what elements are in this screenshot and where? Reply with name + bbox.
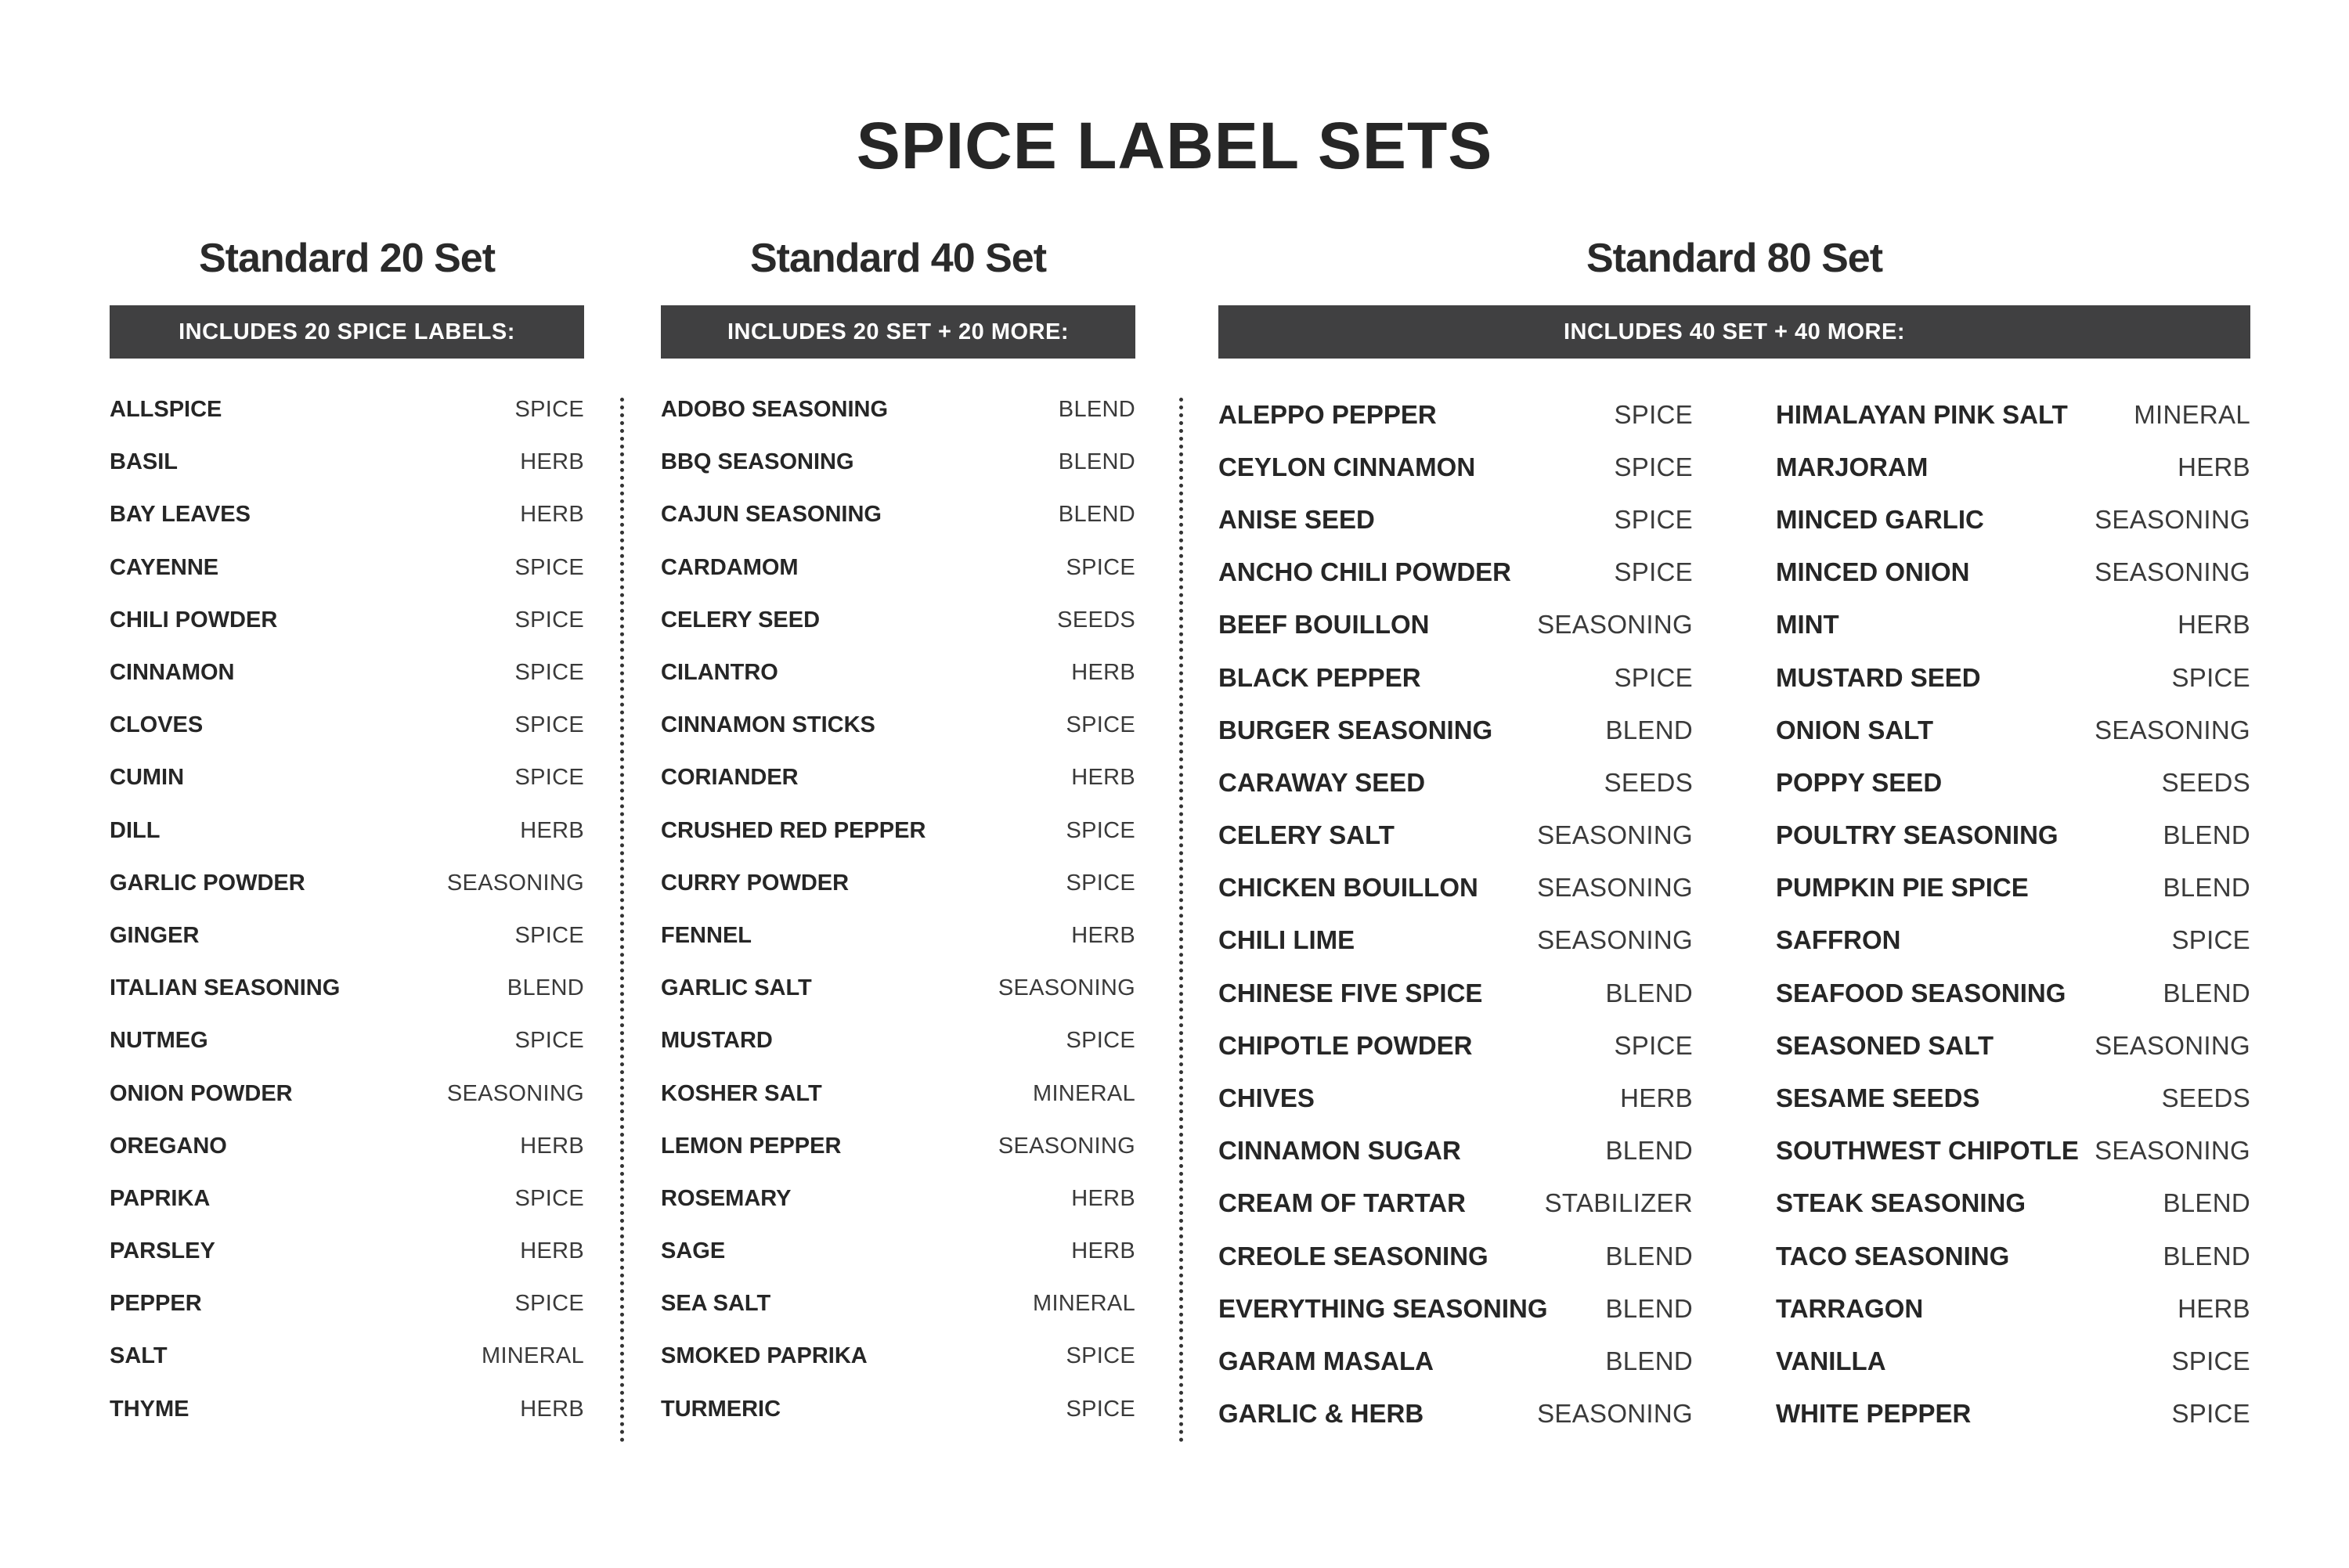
spice-name: MINCED ONION [1776,557,1970,587]
spice-row [1776,1177,2250,1230]
spice-name: BBQ SEASONING [661,449,854,475]
spice-row [661,488,1135,541]
set-20-title: Standard 20 Set [198,236,496,281]
spice-category: SEASONING [2095,1136,2250,1166]
spice-name: BLACK PEPPER [1218,662,1421,692]
spice-row [1776,546,2250,599]
spice-name: MINT [1776,610,1839,640]
spice-name: CELERY SEED [661,607,821,633]
spice-category: SPICE [514,765,584,791]
spice-category: MINERAL [481,1343,584,1369]
spice-name: ALLSPICE [110,397,222,423]
set-80-list-right [1776,388,2250,1440]
spice-category: HERB [520,502,584,528]
spice-name: SEASONED SALT [1776,1030,1994,1060]
spice-category: SPICE [1614,399,1693,429]
spice-category: SPICE [1066,712,1135,738]
spice-name: SAGE [661,1238,726,1264]
spice-name: ONION SALT [1776,715,1934,744]
spice-name: NUTMEG [110,1028,208,1054]
spice-name: CINNAMON STICKS [661,712,875,738]
spice-row [1218,1072,1693,1124]
spice-name: MINCED GARLIC [1776,504,1984,534]
spice-row [1218,599,1693,651]
spice-row [1776,1125,2250,1177]
set-40-banner: INCLUDES 20 SET + 20 MORE: [661,305,1135,359]
spice-row [1218,1282,1693,1335]
spice-row [1218,1388,1693,1440]
spice-name: CINNAMON SUGAR [1218,1136,1461,1166]
spice-category: BLEND [2163,873,2250,903]
spice-row [661,805,1135,857]
spice-name: CILANTRO [661,660,778,686]
spice-category: HERB [1071,660,1135,686]
spice-name: PARSLEY [110,1238,215,1264]
spice-name: GARLIC & HERB [1218,1399,1424,1429]
spice-name: CHINESE FIVE SPICE [1218,978,1483,1007]
dotted-divider [1179,398,1183,1443]
spice-name: ANISE SEED [1218,504,1375,534]
spice-category: SPICE [1614,557,1693,587]
spice-row [661,910,1135,962]
spice-row [661,1225,1135,1278]
spice-name: CELERY SALT [1218,820,1395,850]
spice-row [1218,1177,1693,1230]
spice-row [110,1330,584,1382]
spice-row [661,1173,1135,1225]
spice-name: SAFFRON [1776,925,1901,955]
spice-row [110,962,584,1015]
spice-row [110,384,584,436]
spice-category: MINERAL [1032,1080,1135,1106]
spice-category: SEASONING [998,975,1135,1001]
spice-category: SEASONING [1537,820,1693,850]
spice-row [661,962,1135,1015]
spice-category: BLEND [2163,820,2250,850]
spice-category: BLEND [2163,978,2250,1007]
spice-category: HERB [1071,1185,1135,1211]
spice-name: STEAK SEASONING [1776,1188,2026,1218]
spice-name: DILL [110,817,161,843]
spice-category: BLEND [1605,1346,1693,1375]
spice-row [1776,967,2250,1019]
spice-row [1776,1019,2250,1072]
spice-category: BLEND [507,975,584,1001]
spice-category: BLEND [1605,1293,1693,1323]
spice-category: HERB [520,1133,584,1159]
spice-row [1776,1282,2250,1335]
spice-row [1776,651,2250,704]
set-80-list-left [1218,388,1693,1440]
spice-category: SPICE [1066,554,1135,580]
spice-row [110,542,584,594]
spice-row [110,1278,584,1330]
set-20-banner: INCLUDES 20 SPICE LABELS: [110,305,584,359]
spice-name: POPPY SEED [1776,767,1943,797]
spice-row [661,1330,1135,1382]
spice-row [1218,862,1693,914]
spice-category: SEASONING [2095,557,2250,587]
spice-category: SPICE [1066,870,1135,896]
spice-name: CARDAMOM [661,554,799,580]
spice-category: SEASONING [1537,610,1693,640]
spice-name: CHILI LIME [1218,925,1355,955]
spice-category: SPICE [1066,1396,1135,1422]
spice-row [1776,862,2250,914]
spice-name: CHICKEN BOUILLON [1218,873,1478,903]
spice-category: SPICE [514,712,584,738]
spice-row [110,699,584,752]
spice-category: SEASONING [2095,1030,2250,1060]
set-20-list [110,384,584,1436]
spice-name: CURRY POWDER [661,870,850,896]
spice-row [110,436,584,488]
spice-row [110,805,584,857]
spice-row [110,594,584,647]
spice-row [110,1120,584,1173]
spice-row [661,384,1135,436]
spice-category: HERB [520,449,584,475]
spice-name: WHITE PEPPER [1776,1399,1972,1429]
spice-category: BLEND [1605,1241,1693,1271]
spice-category: SPICE [2171,1346,2250,1375]
spice-row [1218,967,1693,1019]
spice-name: BAY LEAVES [110,502,251,528]
spice-name: PEPPER [110,1291,202,1317]
spice-category: STABILIZER [1544,1188,1693,1218]
spice-category: SPICE [1614,452,1693,481]
spice-name: CARAWAY SEED [1218,767,1426,797]
spice-name: MARJORAM [1776,452,1929,481]
spice-category: HERB [1620,1083,1693,1113]
spice-name: CAYENNE [110,554,219,580]
spice-category: SPICE [514,554,584,580]
spice-row [1776,1072,2250,1124]
spice-name: CHILI POWDER [110,607,278,633]
spice-name: KOSHER SALT [661,1080,822,1106]
spice-name: SOUTHWEST CHIPOTLE [1776,1136,2079,1166]
spice-category: SEASONING [446,870,584,896]
set-80-title: Standard 80 Set [1586,236,1883,281]
spice-row [1776,1335,2250,1387]
set-40-list [661,384,1135,1436]
spice-row [1776,388,2250,441]
spice-row [1776,914,2250,967]
spice-category: SPICE [1066,1343,1135,1369]
spice-row [110,1173,584,1225]
spice-row [110,647,584,699]
spice-category: BLEND [2163,1188,2250,1218]
spice-category: BLEND [1058,397,1135,423]
spice-category: HERB [520,817,584,843]
spice-category: HERB [2178,1293,2250,1323]
spice-row [110,1383,584,1436]
spice-name: MUSTARD SEED [1776,662,1981,692]
spice-name: CLOVES [110,712,204,738]
spice-name: ALEPPO PEPPER [1218,399,1437,429]
spice-category: SEEDS [2161,767,2250,797]
set-80-banner: INCLUDES 40 SET + 40 MORE: [1218,305,2250,359]
dotted-divider [620,398,624,1443]
spice-category: SEEDS [2161,1083,2250,1113]
spice-name: GARAM MASALA [1218,1346,1434,1375]
spice-name: CINNAMON [110,660,235,686]
spice-row [110,488,584,541]
spice-name: CRUSHED RED PEPPER [661,817,926,843]
spice-row [110,1225,584,1278]
spice-name: BURGER SEASONING [1218,715,1493,744]
spice-row [1218,1335,1693,1387]
spice-category: SEASONING [2095,715,2250,744]
spice-row [1776,599,2250,651]
spice-name: CHIVES [1218,1083,1315,1113]
spice-category: SPICE [1614,662,1693,692]
spice-name: GINGER [110,922,200,948]
spice-row [1776,756,2250,809]
spice-name: CHIPOTLE POWDER [1218,1030,1473,1060]
spice-name: GARLIC POWDER [110,870,305,896]
spice-row [1218,1125,1693,1177]
spice-name: BEEF BOUILLON [1218,610,1430,640]
spice-name: GARLIC SALT [661,975,812,1001]
spice-row [661,1067,1135,1119]
spice-category: SPICE [514,660,584,686]
spice-category: SEASONING [1537,925,1693,955]
spice-row [1218,651,1693,704]
spice-name: CAJUN SEASONING [661,502,882,528]
spice-row [1776,493,2250,546]
spice-row [1218,546,1693,599]
spice-category: SPICE [514,607,584,633]
spice-category: BLEND [2163,1241,2250,1271]
spice-category: SPICE [514,397,584,423]
spice-name: CEYLON CINNAMON [1218,452,1476,481]
spice-category: HERB [520,1238,584,1264]
spice-name: ROSEMARY [661,1185,792,1211]
spice-category: SPICE [2171,1399,2250,1429]
spice-row [661,1120,1135,1173]
spice-row [1218,388,1693,441]
spice-row [661,542,1135,594]
page-title: SPICE LABEL SETS [856,109,1493,182]
spice-row [661,857,1135,910]
spice-name: VANILLA [1776,1346,1886,1375]
spice-row [661,1015,1135,1067]
spice-name: TURMERIC [661,1396,781,1422]
spice-row [661,699,1135,752]
spice-row [1776,809,2250,862]
spice-row [661,1383,1135,1436]
spice-row [1776,1230,2250,1282]
spice-category: BLEND [1605,978,1693,1007]
spice-category: SEEDS [1057,607,1135,633]
spice-name: THYME [110,1396,189,1422]
spice-category: SPICE [2171,662,2250,692]
spice-category: HERB [2178,452,2250,481]
spice-category: SPICE [514,1185,584,1211]
spice-category: HERB [1071,765,1135,791]
spice-category: SEASONING [998,1133,1135,1159]
spice-row [1776,704,2250,756]
spice-row [1218,704,1693,756]
spice-row [661,594,1135,647]
spice-name: ITALIAN SEASONING [110,975,341,1001]
spice-row [661,1278,1135,1330]
spice-category: SEASONING [2095,504,2250,534]
spice-name: ONION POWDER [110,1080,293,1106]
spice-row [1218,1230,1693,1282]
spice-name: SALT [110,1343,168,1369]
spice-category: SPICE [514,922,584,948]
spice-category: SEASONING [1537,873,1693,903]
spice-row [661,752,1135,804]
spice-name: POULTRY SEASONING [1776,820,2059,850]
spice-name: OREGANO [110,1133,227,1159]
spice-row [1218,441,1693,493]
spice-name: CORIANDER [661,765,799,791]
spice-name: PUMPKIN PIE SPICE [1776,873,2029,903]
spice-name: CREAM OF TARTAR [1218,1188,1466,1218]
spice-name: ADOBO SEASONING [661,397,889,423]
spice-category: SPICE [2171,925,2250,955]
spice-name: SESAME SEEDS [1776,1083,1980,1113]
spice-name: BASIL [110,449,178,475]
spice-name: EVERYTHING SEASONING [1218,1293,1548,1323]
spice-row [110,1015,584,1067]
spice-name: MUSTARD [661,1028,773,1054]
spice-category: SPICE [514,1028,584,1054]
spice-row [1218,1019,1693,1072]
spice-row [1218,493,1693,546]
spice-category: SPICE [1614,1030,1693,1060]
spice-category: SPICE [1066,1028,1135,1054]
spice-name: FENNEL [661,922,752,948]
spice-name: SEA SALT [661,1291,771,1317]
spice-name: HIMALAYAN PINK SALT [1776,399,2068,429]
spice-name: CREOLE SEASONING [1218,1241,1488,1271]
spice-category: SPICE [1066,817,1135,843]
spice-category: HERB [1071,922,1135,948]
spice-category: SPICE [1614,504,1693,534]
spice-category: BLEND [1605,715,1693,744]
spice-row [1218,809,1693,862]
spice-row [110,1067,584,1119]
spice-category: BLEND [1058,502,1135,528]
spice-name: ANCHO CHILI POWDER [1218,557,1511,587]
spice-row [1218,914,1693,967]
spice-category: MINERAL [2134,399,2250,429]
set-40-title: Standard 40 Set [749,236,1047,281]
spice-row [661,647,1135,699]
spice-name: PAPRIKA [110,1185,211,1211]
spice-category: SEASONING [446,1080,584,1106]
spice-name: TARRAGON [1776,1293,1924,1323]
spice-category: HERB [520,1396,584,1422]
spice-name: SMOKED PAPRIKA [661,1343,868,1369]
spice-category: SPICE [514,1291,584,1317]
spice-row [110,857,584,910]
spice-category: SEEDS [1604,767,1693,797]
spice-row [661,436,1135,488]
spice-row [110,752,584,804]
spice-category: HERB [1071,1238,1135,1264]
spice-category: BLEND [1058,449,1135,475]
spice-category: MINERAL [1032,1291,1135,1317]
spice-row [1776,441,2250,493]
spice-category: HERB [2178,610,2250,640]
spice-name: TACO SEASONING [1776,1241,2010,1271]
spice-category: SEASONING [1537,1399,1693,1429]
spice-row [110,910,584,962]
spice-category: BLEND [1605,1136,1693,1166]
spice-name: LEMON PEPPER [661,1133,842,1159]
spice-name: SEAFOOD SEASONING [1776,978,2066,1007]
spice-name: CUMIN [110,765,185,791]
spice-row [1218,756,1693,809]
spice-row [1776,1388,2250,1440]
